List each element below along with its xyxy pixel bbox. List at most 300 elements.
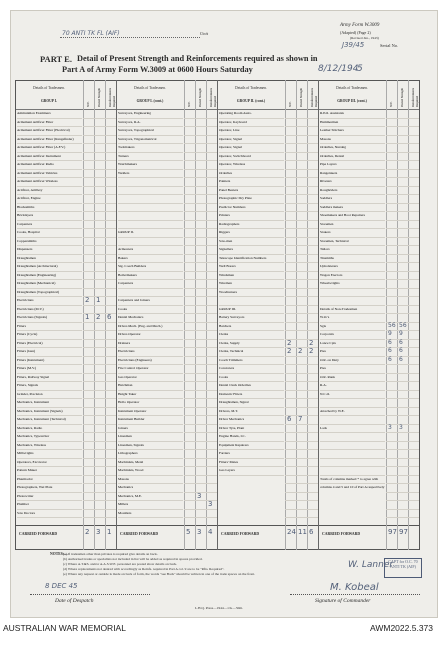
col3-cell-rule: [285, 186, 318, 187]
col2-cell-rule: [184, 381, 217, 382]
col3-cell-rule: [285, 279, 318, 280]
col4-cell-rule: [386, 271, 419, 272]
col2-row: Surveyors, Engineering: [118, 109, 183, 119]
col4-row: Riveters: [320, 177, 385, 187]
col1-cell-rule: [83, 492, 116, 493]
col2-cell-rule: [184, 339, 217, 340]
footer-archive-name: AUSTRALIAN WAR MEMORIAL: [3, 623, 126, 633]
col4-row: Sgts: [320, 322, 385, 332]
col2-cell-rule: [184, 220, 217, 221]
hw-mechanics-reinf: 3: [208, 500, 213, 508]
col4-cell-rule: [386, 177, 419, 178]
col2-row: Surveyors, Topographical: [118, 126, 183, 136]
col4-cell-rule: [386, 143, 419, 144]
col2-cell-rule: [184, 118, 217, 119]
hw-clerks-tech-we: 2: [287, 347, 292, 355]
subcol-divider-0-0: [83, 80, 84, 550]
col2-cell-rule: [184, 262, 217, 263]
col2-cell-rule: [184, 466, 217, 467]
col4-cell-rule: [386, 152, 419, 153]
col1-cell-rule: [83, 356, 116, 357]
col2-cell-rule: [184, 186, 217, 187]
col3-cell-rule: [285, 118, 318, 119]
subcol-divider-3-0: [386, 80, 387, 550]
col1-row: Electricians: [17, 296, 82, 306]
col1-cell-rule: [83, 441, 116, 442]
total-1-2: 4: [208, 528, 213, 536]
col1-cell-rule: [83, 364, 116, 365]
col3-cell-rule: [285, 313, 318, 314]
col1-row: Fitters (Cycle): [17, 330, 82, 340]
col1-row: Artificer, Artillery: [17, 186, 82, 196]
col3-cell-rule: [285, 364, 318, 365]
col3-row: Operator, Line: [219, 126, 284, 136]
hw-nontrade-posted-3: 6: [399, 347, 403, 354]
col1-cell-rule: [83, 347, 116, 348]
col1-cell-rule: [83, 500, 116, 501]
col2-row: Boilermakers: [118, 271, 183, 281]
col3-row: Orderlies: [219, 169, 284, 179]
col4-row: R.P.O. Assistants: [320, 109, 385, 119]
title-line-2: Part A of Army Form W.3009 at 0600 Hours Saturday: [62, 65, 253, 74]
col2-cell-rule: [184, 271, 217, 272]
form-name: Army Form W.3009: [340, 23, 380, 28]
col1-cell-rule: [83, 135, 116, 136]
total-2-2: 6: [309, 528, 314, 536]
col3-row: Photographic Dry Plate: [219, 194, 284, 204]
col2-row: Electricians (Engineers): [118, 356, 183, 366]
total-1-1: 3: [197, 528, 202, 536]
col3-cell-rule: [285, 356, 318, 357]
hw-drivers-we: 6: [287, 415, 292, 423]
col2-cell-rule: [184, 407, 217, 408]
col4-row: Ptes: [320, 347, 385, 357]
col3-row: Signallers: [219, 245, 284, 255]
col3-cell-rule: [285, 330, 318, 331]
col2-cell-rule: [184, 390, 217, 391]
col2-row: Surveyors, Trigonometrical: [118, 135, 183, 145]
col4-cell-rule: [386, 220, 419, 221]
col1-cell-rule: [83, 254, 116, 255]
col1-row: Grinder, Precision: [17, 390, 82, 400]
col4-cell-rule: [386, 194, 419, 195]
col1-row: Blacksmiths: [17, 203, 82, 213]
commander-signature: M. Kobeal: [330, 582, 379, 593]
footer-accession: AWM2022.5.373: [370, 623, 433, 633]
col4-cell-rule: [386, 288, 419, 289]
col1-row: Mechanics, Radio: [17, 424, 82, 434]
col2-cell-rule: [184, 177, 217, 178]
hw-clerks-reinf: 2: [309, 338, 314, 347]
col3-cell-rule: [285, 322, 318, 323]
form-sub: (Adapted) (Page 2): [340, 30, 371, 35]
col4-row: Rangetakers: [320, 169, 385, 179]
col3-row: Well Borers: [219, 262, 284, 272]
col3-row: Domestic Fitters: [219, 390, 284, 400]
col1-row: Mechanics, Typewriter: [17, 432, 82, 442]
col1-row: Mechanics, Instrument: [17, 398, 82, 408]
subcol-divider-0-2: [105, 80, 106, 550]
col3-row: Operator, Wireless: [219, 160, 284, 170]
col3-cell-rule: [285, 194, 318, 195]
col2-cell-rule: [184, 203, 217, 204]
col4-row: Stokers: [320, 228, 385, 238]
col2-row: Dental Mechanics: [118, 313, 183, 323]
col2-cell-rule: [184, 152, 217, 153]
col4-cell-rule: [386, 313, 419, 314]
col1-row: Operators, Excavator: [17, 458, 82, 468]
col4-row: Leather Stitchers: [320, 126, 385, 136]
col1-cell-rule: [83, 194, 116, 195]
col1-cell-rule: [83, 160, 116, 161]
col3-row: Operator, Signal: [219, 135, 284, 145]
col4-cell-rule: [386, 279, 419, 280]
col2-cell-rule: [184, 373, 217, 374]
hw-mechanics-posted: 3: [197, 491, 202, 500]
col2-cell-rule: [184, 517, 217, 518]
col4-cell-rule: [386, 466, 419, 467]
col4-cell-rule: [386, 186, 419, 187]
col1-cell-rule: [83, 203, 116, 204]
col3-cell-rule: [285, 509, 318, 510]
col4-cell-rule: [386, 407, 419, 408]
col1-cell-rule: [83, 398, 116, 399]
notes-heading: NOTES:—: [50, 552, 68, 556]
col3-row: Draughtsmen, Signal: [219, 398, 284, 408]
group-divider-3: [318, 80, 319, 550]
col3-row: Windsmen: [219, 271, 284, 281]
col2-row: Joiners: [118, 424, 183, 434]
col3-cell-rule: [285, 441, 318, 442]
total-2-1: 11: [298, 528, 307, 536]
col1-row: Bricklayers: [17, 211, 82, 221]
col2-row: Driver-Mech. (Eng. and Mech.): [118, 322, 183, 332]
col3-row: Radiographers: [219, 220, 284, 230]
hw-nontrade-we-1: 9: [388, 330, 392, 337]
col3-row: Coach Trimmers: [219, 356, 284, 366]
total-0-1: 3: [96, 528, 101, 536]
carried-forward-label-2: CARRIED FORWARD: [221, 532, 260, 536]
subcol-header-1-2: Reinforcements Required: [209, 88, 217, 107]
col4-cell-rule: [386, 228, 419, 229]
subcol-header-1-0: W.E.: [187, 101, 191, 107]
col1-cell-rule: [83, 322, 116, 323]
col3-cell-rule: [285, 220, 318, 221]
hw-clerks-tech-posted: 2: [298, 347, 303, 355]
col3-cell-rule: [285, 254, 318, 255]
hw-nontrade-posted-0: 56: [399, 321, 407, 329]
col4-cell-rule: [386, 517, 419, 518]
col2-cell-rule: [184, 160, 217, 161]
col1-row: Fitters (M.V.): [17, 364, 82, 374]
col2-row: Carpenters and Joiners: [118, 296, 183, 306]
col2-cell-rule: [184, 509, 217, 510]
col4-cell-rule: [386, 203, 419, 204]
col4-row: Tinsmiths: [320, 254, 385, 264]
col1-cell-rule: [83, 390, 116, 391]
col3-cell-rule: [285, 458, 318, 459]
subcol-divider-3-2: [408, 80, 409, 550]
col2-row: Armourers: [118, 245, 183, 255]
detail-header-0: Details of Tradesmen.: [33, 86, 65, 90]
col2-cell-rule: [184, 305, 217, 306]
col1-cell-rule: [83, 169, 116, 170]
col1-cell-rule: [83, 330, 116, 331]
col1-cell-rule: [83, 143, 116, 144]
subcol-header-2-0: W.E.: [288, 101, 292, 107]
col4-cell-rule: [386, 415, 419, 416]
col1-row: Photographers, Wet Plate: [17, 483, 82, 493]
col4-row: Wheelwrights: [320, 279, 385, 289]
col3-cell-rule: [285, 475, 318, 476]
col2-row: Mechanics, M.E.: [118, 492, 183, 502]
col1-cell-rule: [83, 262, 116, 263]
col2-row: Hatchman: [118, 381, 183, 391]
subcol-divider-1-2: [206, 80, 207, 550]
col4-row: Masons: [320, 135, 385, 145]
col4-row: Pipe Layers: [320, 160, 385, 170]
col1-cell-rule: [83, 279, 116, 280]
col1-row: Armament Artificer Fitter (A.F.V.): [17, 143, 82, 153]
total-0-0: 2: [85, 528, 90, 536]
unit-rule: [60, 37, 200, 38]
col3-row: Gas Layers: [219, 466, 284, 476]
col1-row: Plumber: [17, 500, 82, 510]
subcol-divider-1-1: [195, 80, 196, 550]
col3-cell-rule: [285, 466, 318, 467]
col1-cell-rule: [83, 517, 116, 518]
col1-row: Armament Artificer Radio: [17, 160, 82, 170]
col3-row: Panel Beaters: [219, 186, 284, 196]
col1-row: Draughtsmen: [17, 254, 82, 264]
col1-row: Fitters (Electrical): [17, 339, 82, 349]
col3-row: Cooks: [219, 373, 284, 383]
col4-cell-rule: [386, 169, 419, 170]
col1-cell-rule: [83, 237, 116, 238]
col1-row: Coppersmiths: [17, 237, 82, 247]
printer-line: L.H.Q. Press—1944—1/G—50m.: [195, 606, 243, 610]
carried-forward-label-3: CARRIED FORWARD: [322, 532, 361, 536]
subcol-header-3-0: W.E.: [389, 101, 393, 107]
col2-row: Linesman, Signals: [118, 441, 183, 451]
hw-clerks-tech-reinf: 2: [309, 347, 314, 355]
col2-row: Surveyors, R.A.: [118, 118, 183, 128]
col2-row: Machinists, Wood: [118, 466, 183, 476]
col1-cell-rule: [83, 381, 116, 382]
subcol-header-2-1: Posted Strength: [299, 88, 303, 107]
hw-nontrade-we-3: 6: [388, 347, 392, 354]
title-line-1: Detail of Present Strength and Reinforcements required as shown in: [77, 54, 318, 63]
col3-cell-rule: [285, 203, 318, 204]
col2-row: Millers: [118, 500, 183, 510]
hw-fitters-posted: 2: [96, 313, 101, 321]
col3-row: Drivers, M.T.: [219, 407, 284, 417]
subcol-header-2-2: Reinforcements Required: [310, 88, 318, 107]
col3-cell-rule: [285, 228, 318, 229]
archive-footer: [0, 618, 448, 653]
col3-row: Woodturners: [219, 288, 284, 298]
detail-header-3: Details of Tradesmen.: [336, 86, 368, 90]
col3-row: Operator, Keyboard: [219, 118, 284, 128]
hw-attached-posted: 3: [399, 423, 403, 431]
col4-cell-rule: [386, 381, 419, 382]
col1-cell-rule: [83, 152, 116, 153]
col1-cell-rule: [83, 339, 116, 340]
col4-row: Orderlies, Nursing: [320, 143, 385, 153]
col2-cell-rule: [184, 169, 217, 170]
note-a: (a) If tradesmen other than privates is required give details on back.: [63, 552, 158, 556]
col2-row: Instrument Operator: [118, 407, 183, 417]
date-rule: [30, 594, 150, 595]
col4-row: Ptes: [320, 364, 385, 374]
col2-cell-rule: [184, 322, 217, 323]
subcol-header-1-1: Posted Strength: [198, 88, 202, 107]
group-divider-2: [217, 80, 218, 550]
col3-row: Fitters' Mates: [219, 458, 284, 468]
total-0-2: 1: [107, 528, 112, 536]
col1-cell-rule: [83, 475, 116, 476]
col1-cell-rule: [83, 458, 116, 459]
col1-row: Armament Artificer Vehicles: [17, 169, 82, 179]
col3-row: Concreters: [219, 364, 284, 374]
col3-row: Printers: [219, 211, 284, 221]
col1-row: Pharmacist: [17, 475, 82, 485]
col3-cell-rule: [285, 271, 318, 272]
col2-row: Drainers: [118, 339, 183, 349]
col4-cell-rule: [386, 245, 419, 246]
col1-cell-rule: [83, 177, 116, 178]
col2-row: Mechanics: [118, 483, 183, 493]
subcol-divider-3-1: [397, 80, 398, 550]
col1-row: Fitters: [17, 322, 82, 332]
col1-cell-rule: [83, 126, 116, 127]
col4-cell-rule: [386, 500, 419, 501]
hw-nontrade-we-0: 56: [388, 321, 396, 329]
col4-row: Tailors: [320, 245, 385, 255]
col3-cell-rule: [285, 262, 318, 263]
col4-row: Shoemakers and Boot Repairers: [320, 211, 385, 221]
col3-row: GROUP III.: [219, 305, 284, 315]
col2-cell-rule: [184, 475, 217, 476]
col1-cell-rule: [83, 220, 116, 221]
col4-cell-rule: [386, 449, 419, 450]
col3-row: Battery Surveyors: [219, 313, 284, 323]
col4-cell-rule: [386, 483, 419, 484]
col4-row: Saddlers makers: [320, 203, 385, 213]
col4-row: Lads: [320, 424, 385, 434]
note-c: (c) Where A.T.&S. and/or A.A.S.W.E. personnel are posted show details on back.: [63, 562, 178, 566]
col1-cell-rule: [83, 373, 116, 374]
col3-row: Dental Clerk Orderlies: [219, 381, 284, 391]
col2-row: Welders: [118, 169, 183, 179]
col1-cell-rule: [83, 228, 116, 229]
group-label-3: GROUP III. (cont.): [337, 99, 367, 103]
subcol-divider-0-1: [94, 80, 95, 550]
col2-cell-rule: [184, 194, 217, 195]
col3-cell-rule: [285, 237, 318, 238]
col2-row: Masons: [118, 475, 183, 485]
col4-row: O.R. Rank: [320, 373, 385, 383]
col3-cell-rule: [285, 245, 318, 246]
col4-row: Attached by W.E.: [320, 407, 385, 417]
col4-row: Hammermen: [320, 118, 385, 128]
col4-row: Wagon Erectors: [320, 271, 385, 281]
serial-label: Serial No.: [380, 43, 399, 48]
col3-cell-rule: [285, 500, 318, 501]
col3-row: Driver Tyre, Plant: [219, 424, 284, 434]
col1-row: Carpenters: [17, 220, 82, 230]
col2-row: Linesman: [118, 432, 183, 442]
col2-cell-rule: [184, 279, 217, 280]
col3-row: Operator, Signal: [219, 143, 284, 153]
col3-row: Engine Hands, I.C.: [219, 432, 284, 442]
col3-row: Clerks, Technical: [219, 347, 284, 357]
col3-cell-rule: [285, 492, 318, 493]
col4-cell-rule: [386, 390, 419, 391]
carried-forward-label-0: CARRIED FORWARD: [19, 532, 58, 536]
note-e: (e) Where any request or outside is made on back of form, the words "see Back" should be written in one of the trade spaces on the front.: [63, 572, 256, 576]
part-label: PART E.: [40, 54, 72, 64]
col2-cell-rule: [184, 228, 217, 229]
col4-cell-rule: [386, 211, 419, 212]
col4-cell-rule: [386, 160, 419, 161]
col2-row: Electricians: [118, 347, 183, 357]
col4-row: Totals of columns marked * to agree with columns 4 and 5 and 10 of Part A respectively: [320, 476, 385, 490]
col3-cell-rule: [285, 305, 318, 306]
col4-cell-rule: [386, 237, 419, 238]
col3-row: Batchers: [219, 322, 284, 332]
col4-cell-rule: [386, 441, 419, 442]
hw-clerks-we: 2: [287, 338, 292, 347]
col1-row: Armament Artificer Fitter (Rangefinder): [17, 135, 82, 145]
col1-row: Draughtsmen (Engineering): [17, 271, 82, 281]
hw-drivers-posted: 7: [298, 415, 303, 423]
col1-cell-rule: [83, 288, 116, 289]
col2-row: Lithographers: [118, 449, 183, 459]
col2-cell-rule: [184, 483, 217, 484]
col4-row: Saddlers: [320, 194, 385, 204]
col2-row: Watchmakers: [118, 160, 183, 170]
col3-row: Predictor Numbers: [219, 203, 284, 213]
col2-row: Machinists, Metal: [118, 458, 183, 468]
col2-cell-rule: [184, 135, 217, 136]
col2-cell-rule: [184, 347, 217, 348]
detail-header-1: Details of Tradesmen.: [134, 86, 166, 90]
col2-cell-rule: [184, 288, 217, 289]
col1-row: Fitters, Railway Signal: [17, 373, 82, 383]
col2-row: GROUP II.: [118, 228, 183, 238]
subcol-header-3-2: Reinforcements Required: [411, 88, 419, 107]
col4-cell-rule: [386, 296, 419, 297]
col4-cell-rule: [386, 254, 419, 255]
col2-cell-rule: [184, 398, 217, 399]
col4-cell-rule: [386, 398, 419, 399]
col3-row: Riggers: [219, 228, 284, 238]
col4-cell-rule: [386, 364, 419, 365]
date-value: 8/12/194: [318, 64, 359, 74]
col2-cell-rule: [184, 424, 217, 425]
col3-cell-rule: [285, 424, 318, 425]
col1-row: Draughtsmen (Architectural): [17, 262, 82, 272]
col1-cell-rule: [83, 305, 116, 306]
officer-stamp: CAPT for O.C. 70 ANTI TK (AIF): [384, 558, 422, 578]
col2-cell-rule: [184, 245, 217, 246]
col4-cell-rule: [386, 373, 419, 374]
col3-row: Saw-men: [219, 237, 284, 247]
col2-row: Turners: [118, 152, 183, 162]
col1-row: Dispensers: [17, 245, 82, 255]
group-divider-1: [116, 80, 117, 550]
